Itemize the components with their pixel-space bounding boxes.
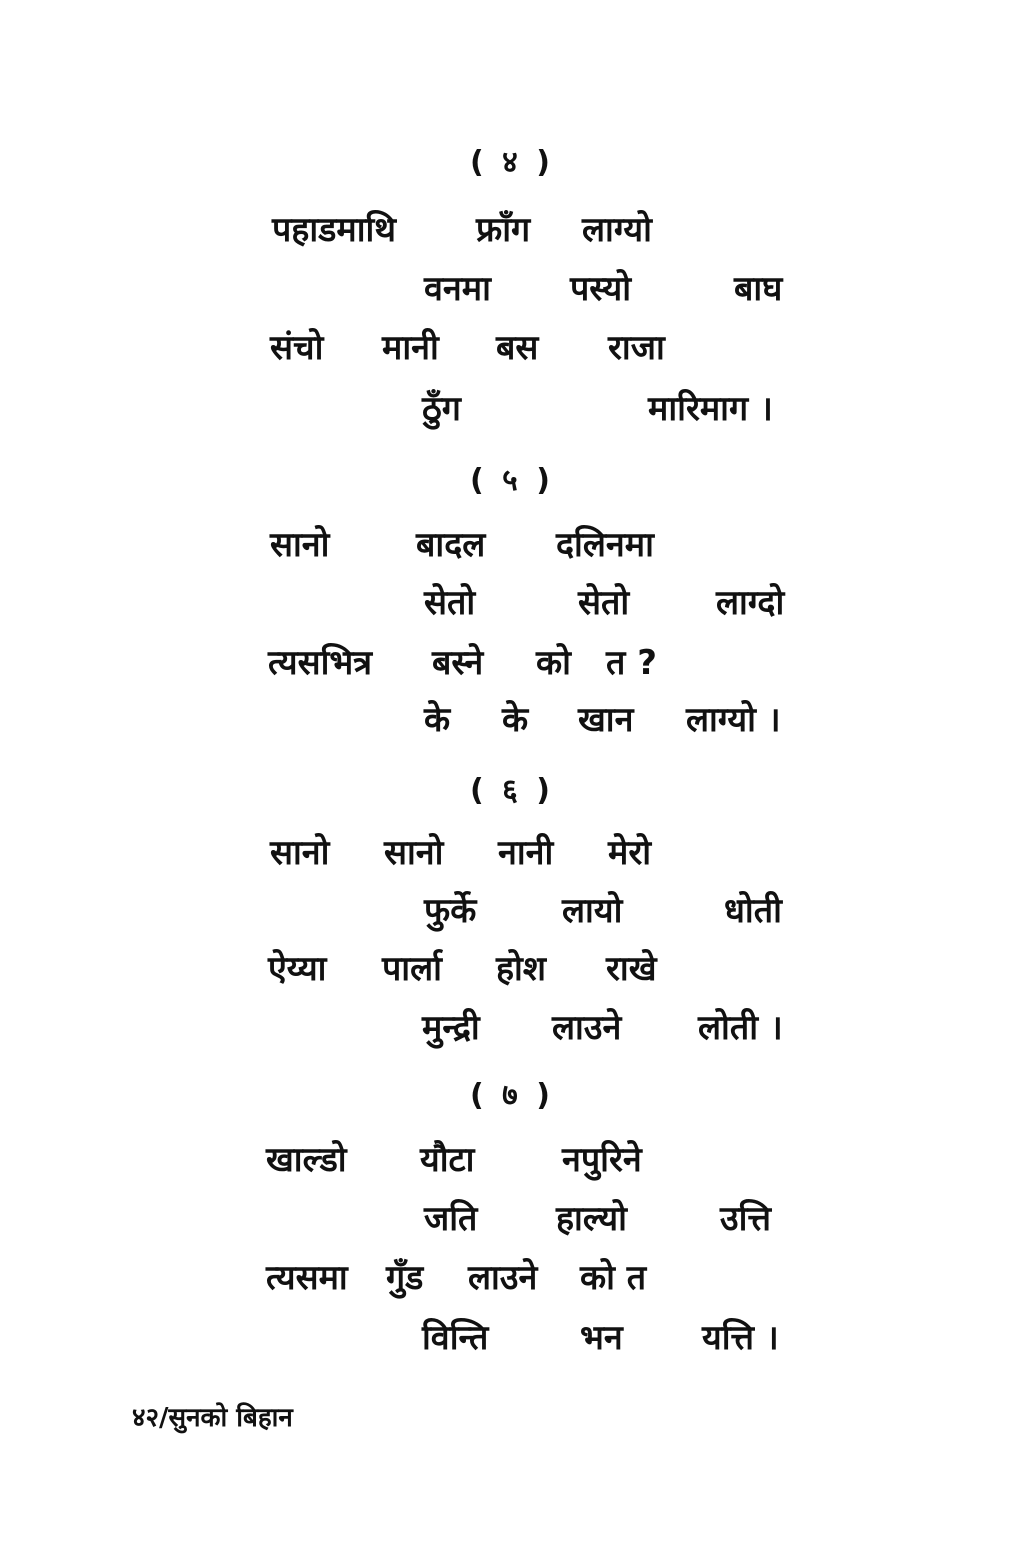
poem-word: लोती ।: [698, 1008, 783, 1048]
poem-word: लाग्यो ।: [686, 700, 781, 740]
poem-word: सानो: [270, 833, 330, 873]
poem-word: को: [536, 643, 571, 683]
poem-word: लाग्यो: [582, 210, 652, 250]
poem-word: लाउने: [468, 1258, 538, 1298]
stanza-number: ( ६ ): [470, 773, 554, 808]
poem-word: नानी: [498, 833, 554, 873]
poem-word: मेरो: [608, 833, 652, 873]
poem-word: सानो: [384, 833, 444, 873]
stanza-number: ( ७ ): [470, 1078, 554, 1113]
poem-word: के: [424, 700, 451, 740]
poem-word: लाउने: [552, 1008, 622, 1048]
poem-word: पस्यो: [570, 269, 632, 309]
poem-word: होश: [496, 949, 546, 989]
poem-word: मानी: [382, 328, 439, 368]
poem-word: सेतो: [424, 583, 476, 623]
poem-word: को त: [580, 1258, 647, 1298]
poem-word: यत्ति ।: [702, 1318, 779, 1358]
poem-word: ठुँग: [422, 389, 461, 429]
poem-word: सानो: [270, 525, 330, 565]
poem-word: बस: [496, 328, 539, 368]
poem-word: मुन्द्री: [422, 1008, 480, 1048]
poem-word: बाघ: [734, 269, 783, 309]
poem-word: पहाडमाथि: [272, 210, 397, 250]
poem-word: धोती: [724, 891, 782, 931]
poem-word: राजा: [608, 328, 665, 368]
poem-word: बादल: [416, 525, 486, 565]
poem-word: यौटा: [420, 1140, 475, 1180]
poem-word: के: [502, 700, 529, 740]
poem-word: लाग्दो: [716, 583, 785, 623]
poem-word: दलिनमा: [556, 525, 654, 565]
poem-word: सेतो: [578, 583, 630, 623]
poem-word: जति: [424, 1199, 478, 1239]
poem-word: गुँड: [386, 1258, 424, 1298]
poem-word: संचो: [270, 328, 324, 368]
poem-word: त्यसमा: [266, 1258, 348, 1298]
poem-word: बस्ने: [432, 643, 484, 683]
poem-word: राखे: [606, 949, 657, 989]
poem-word: उत्ति: [720, 1199, 771, 1239]
poem-word: वनमा: [424, 269, 491, 309]
poem-word: फ्राँग: [476, 210, 531, 250]
poem-word: फुर्के: [424, 891, 477, 931]
page-footer: ४२/सुनको बिहान: [132, 1403, 293, 1433]
stanza-number: ( ५ ): [470, 463, 554, 498]
poem-word: खान: [578, 700, 634, 740]
poem-word: भन: [580, 1318, 623, 1358]
poem-word: त ?: [606, 643, 657, 683]
poem-word: मारिमाग ।: [648, 389, 773, 429]
poem-word: हाल्यो: [556, 1199, 627, 1239]
poem-word: त्यसभित्र: [268, 643, 373, 683]
poem-word: विन्ति: [422, 1318, 489, 1358]
stanza-number: ( ४ ): [470, 145, 554, 180]
poem-word: नपुरिने: [562, 1140, 642, 1180]
poem-word: ऐय्या: [268, 949, 327, 989]
poem-word: खाल्डो: [266, 1140, 347, 1180]
poem-word: लायो: [562, 891, 623, 931]
poem-word: पार्ला: [382, 949, 442, 989]
